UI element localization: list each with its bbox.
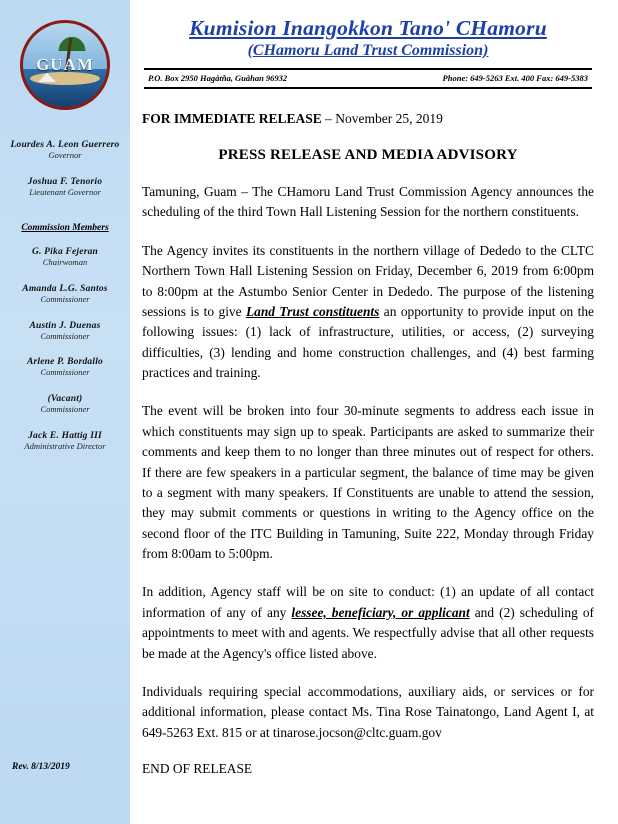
revision-stamp: Rev. 8/13/2019: [12, 762, 70, 772]
header-divider-top: [144, 68, 592, 70]
member-title: Administrative Director: [24, 440, 106, 451]
official-name: Joshua F. Tenorio: [27, 176, 103, 187]
paragraph-intro: Tamuning, Guam – The CHamoru Land Trust Commission Agency announces the scheduling of the third Town Hall Listening Session for the northern constituents.: [142, 184, 594, 220]
member-title: Commissioner: [40, 404, 90, 415]
contact-line: [142, 73, 594, 83]
member-name: Jack E. Hattig III: [28, 430, 102, 441]
paragraph-invitation-part2: an opportunity to provide input on the following issues: (1) lack of infrastructure, utilities, or access, (2) surveying difficulties, (3) lending and home construction challenges, and (4) best farming practices and training.: [142, 303, 594, 380]
paragraph-onsite-part1: In addition, Agency staff will be on site to conduct: (1) an update of all contact information of any of any: [142, 584, 594, 620]
official-title: Lieutenant Governor: [29, 186, 101, 197]
paragraph-event-format: The event will be broken into four 30-minute segments to address each issue in which constituents may sign up to speak. Participants are asked to summarize their comments and keep them to no longer than three minutes out of respect for others. If there are few speakers in a particular segment, the balance of time may be given to a segment with many speakers. If Constituents are unable to attend the session, they may submit comments or questions in writing to the Agency office on the second floor of the ITC Building in Tamuning, Suite 222, Monday through Friday from 8:00am to 5:00pm.: [142, 403, 594, 561]
paragraph-onsite-services: [142, 582, 594, 664]
commission-members-list: [0, 247, 130, 451]
member-title: Commissioner: [40, 367, 90, 378]
emphasis-land-trust-constituents: Land Trust constituents: [245, 303, 380, 319]
member-commissioner-vacant: [0, 394, 130, 415]
guam-seal-icon: [20, 20, 110, 110]
document-body: [130, 0, 618, 824]
member-commissioner-3: [0, 357, 130, 378]
official-governor: [0, 140, 130, 161]
paragraph-onsite-part2: and (2) scheduling of appointments to meet with and agents. We respectfully advise that all other requests be made at the Agency's office listed above.: [142, 604, 594, 661]
end-of-release: END OF RELEASE: [142, 761, 253, 776]
letterhead-sidebar: [0, 0, 130, 824]
member-commissioner-1: [0, 284, 130, 305]
member-title: Commissioner: [40, 330, 90, 341]
seal-label: GUAM: [36, 55, 94, 74]
member-chairwoman: [0, 247, 130, 268]
member-name: (Vacant): [47, 394, 83, 405]
official-lieutenant-governor: [0, 177, 130, 198]
emphasis-lessee-beneficiary-applicant: lessee, beneficiary, or applicant: [291, 604, 470, 620]
release-dash: –: [321, 111, 336, 126]
page-title: PRESS RELEASE AND MEDIA ADVISORY: [218, 147, 518, 163]
member-name: G. Pika Fejeran: [31, 247, 99, 258]
paragraph-invitation: [142, 241, 594, 384]
member-title: Commissioner: [40, 293, 90, 304]
agency-title-english: (CHamoru Land Trust Commission): [247, 42, 489, 59]
mailing-address: P.O. Box 2950 Hagåtña, Guåhan 96932: [148, 73, 288, 83]
release-date: November 25, 2019: [335, 111, 443, 126]
agency-title-chamoru: Kumision Inangokkon Tano' CHamoru: [189, 16, 547, 40]
paragraph-accommodations: Individuals requiring special accommodations, auxiliary aids, or services or for additional information, please contact Ms. Tina Rose Tainatongo, Land Agent I, at 649-5263 Ext. 815 or at tinarose.jocson@cltc.guam.gov: [142, 683, 594, 740]
member-title: Chairwoman: [42, 257, 88, 268]
phone-fax: Phone: 649-5263 Ext. 400 Fax: 649-5383: [442, 73, 588, 83]
release-label: FOR IMMEDIATE RELEASE: [142, 111, 322, 126]
officials-list: [0, 140, 130, 197]
member-commissioner-2: [0, 321, 130, 342]
official-name: Lourdes A. Leon Guerrero: [10, 140, 120, 150]
paragraph-invitation-part1: The Agency invites its constituents in the northern village of Dededo to the CLTC Northern Town Hall Listening Session on Friday, December 6, 2019 from 6:00pm to 8:00pm at the Astumbo Senior Center in Dededo. The purpose of the listening sessions is to give: [142, 242, 594, 319]
member-name: Austin J. Duenas: [29, 320, 101, 331]
letterhead-header: [142, 12, 594, 89]
member-administrative-director: [0, 431, 130, 452]
official-title: Governor: [48, 149, 82, 160]
header-divider-bottom: [144, 87, 592, 89]
member-name: Arlene P. Bordallo: [26, 357, 103, 368]
release-line: [142, 111, 594, 127]
member-name: Amanda L.G. Santos: [22, 284, 108, 295]
commission-members-header: Commission Members: [21, 223, 109, 234]
